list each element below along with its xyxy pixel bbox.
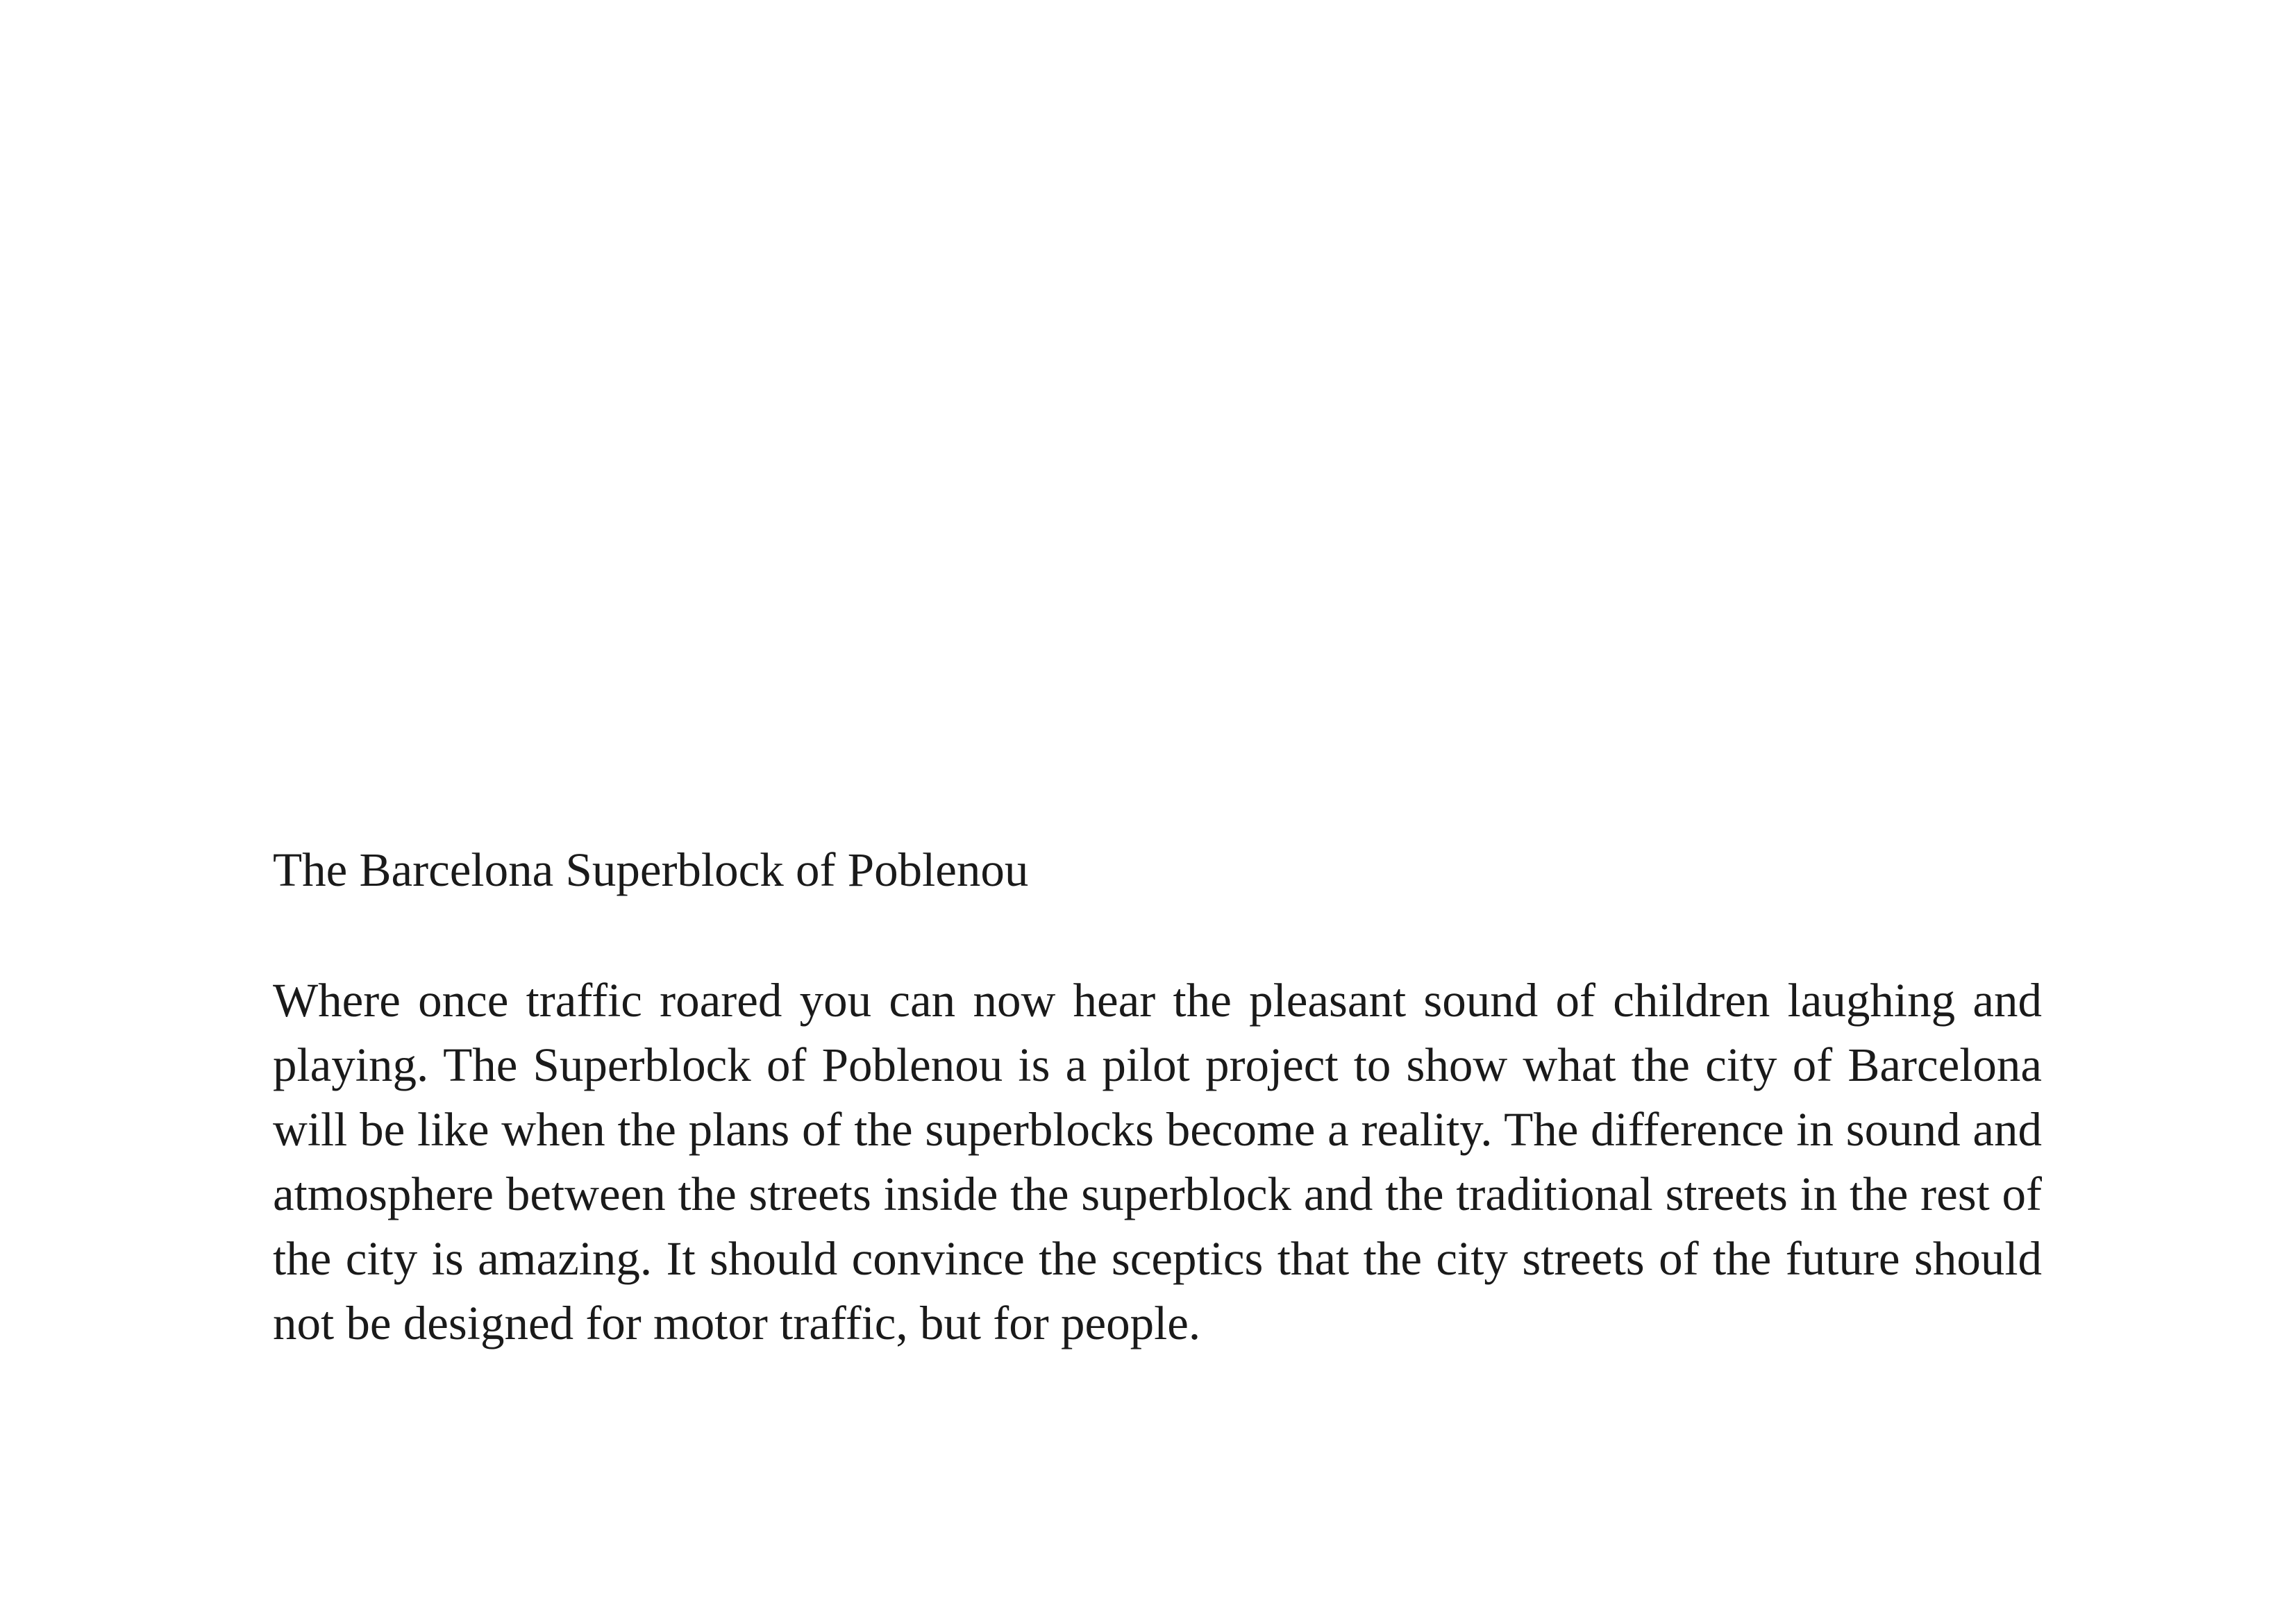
document-title: The Barcelona Superblock of Poblenou [273,843,1029,896]
text-block [273,839,2042,1356]
body-paragraph: Where once traffic roared you can now hear the pleasant sound of children laughing and playing. The Superblock of Poblenou is a pilot project to show what the city of Barcelona will be like when the plans of the superblocks become a reality. The difference in sound and atmosphere between the streets inside the superblock and the traditional streets in the rest of the city is amazing. It should convince the sceptics that the city streets of the future should not be designed for motor traffic, but for people. [273,974,2042,1349]
